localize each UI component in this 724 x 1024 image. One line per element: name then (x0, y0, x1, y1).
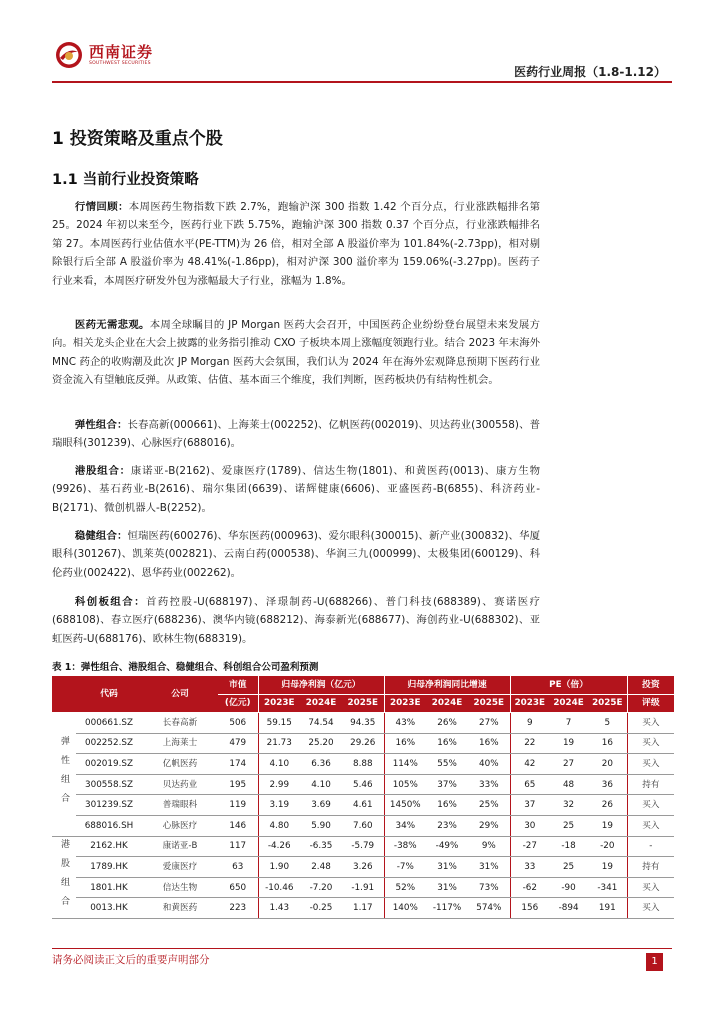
table-title: 表 1：弹性组合、港股组合、稳健组合、科创组合公司盈利预测 (52, 662, 319, 673)
cell-pe25: 191 (588, 898, 627, 919)
outlook-paragraph (52, 316, 540, 390)
cell-p24: 2.48 (300, 857, 342, 878)
cell-g23: 16% (384, 733, 426, 754)
cell-p23: 59.15 (258, 713, 300, 734)
cell-company: 爱康医疗 (142, 857, 218, 878)
cell-g23: -7% (384, 857, 426, 878)
earnings-forecast-table (52, 675, 674, 919)
cell-p25: 7.60 (342, 815, 384, 836)
header-year: 2025E (342, 694, 384, 713)
cell-p24: 6.36 (300, 754, 342, 775)
cell-code: 300558.SZ (76, 774, 142, 795)
cell-pe23: 30 (510, 815, 549, 836)
cell-p24: 5.90 (300, 815, 342, 836)
cell-p25: 4.61 (342, 795, 384, 816)
cell-g24: 16% (426, 733, 468, 754)
cell-g23: 52% (384, 877, 426, 898)
header-net-profit: 归母净利润（亿元） (258, 676, 384, 695)
cell-g23: 114% (384, 754, 426, 775)
header-pe: PE（倍） (510, 676, 627, 695)
cell-g24: -49% (426, 836, 468, 857)
cell-g24: -117% (426, 898, 468, 919)
cell-pe24: 32 (549, 795, 588, 816)
cell-mktcap: 195 (218, 774, 258, 795)
cell-mktcap: 223 (218, 898, 258, 919)
cell-pe25: 26 (588, 795, 627, 816)
cell-p23: 2.99 (258, 774, 300, 795)
cell-pe24: -18 (549, 836, 588, 857)
section-heading: 1 投资策略及重点个股 (52, 129, 223, 149)
cell-p24: -6.35 (300, 836, 342, 857)
cell-rating: 买入 (627, 898, 674, 919)
hk-portfolio-text: 康诺亚-B(2162)、爱康医疗(1789)、信达生物(1801)、和黄医药(0013)、康方生物(9926)、基石药业-B(2616)、瑞尔集团(6639)、诺辉健康(6606)、亚盛医药-B(6855)、科济药业-B(2171)、微创机器人-B(2252)。 (52, 465, 540, 514)
cell-rating: 持有 (627, 857, 674, 878)
header-year: 2024E (300, 694, 342, 713)
table-row (52, 898, 674, 919)
cell-g25: 574% (468, 898, 510, 919)
cell-pe25: 16 (588, 733, 627, 754)
cell-pe25: 36 (588, 774, 627, 795)
cell-company: 长春高新 (142, 713, 218, 734)
cell-rating: 买入 (627, 815, 674, 836)
cell-pe25: 19 (588, 815, 627, 836)
cell-code: 301239.SZ (76, 795, 142, 816)
cell-p25: 3.26 (342, 857, 384, 878)
header-year: 2023E (384, 694, 426, 713)
group-label: 弹性组合 (52, 713, 76, 837)
cell-pe24: 25 (549, 815, 588, 836)
hk-portfolio-label: 港股组合： (74, 465, 131, 477)
company-name-en: SOUTHWEST SECURITIES (89, 60, 151, 66)
cell-pe24: -90 (549, 877, 588, 898)
subsection-heading: 1.1 当前行业投资策略 (52, 172, 199, 188)
company-logo (55, 41, 153, 69)
header-year: 2024E (549, 694, 588, 713)
cell-p23: 3.19 (258, 795, 300, 816)
cell-company: 贝达药业 (142, 774, 218, 795)
cell-rating: 买入 (627, 733, 674, 754)
cell-rating: - (627, 836, 674, 857)
cell-pe23: 9 (510, 713, 549, 734)
cell-p25: 8.88 (342, 754, 384, 775)
market-review-paragraph (52, 198, 540, 290)
cell-p25: 1.17 (342, 898, 384, 919)
cell-p25: -1.91 (342, 877, 384, 898)
cell-code: 2162.HK (76, 836, 142, 857)
table-row (52, 815, 674, 836)
header-group (52, 676, 76, 713)
cell-g24: 55% (426, 754, 468, 775)
cell-g23: 34% (384, 815, 426, 836)
cell-p23: -10.46 (258, 877, 300, 898)
cell-pe24: -894 (549, 898, 588, 919)
cell-g23: -38% (384, 836, 426, 857)
cell-p24: 25.20 (300, 733, 342, 754)
cell-pe24: 25 (549, 857, 588, 878)
cell-g25: 33% (468, 774, 510, 795)
header-company: 公司 (142, 676, 218, 713)
cell-pe25: 20 (588, 754, 627, 775)
cell-pe23: 33 (510, 857, 549, 878)
table-row (52, 857, 674, 878)
table-header-row (52, 676, 674, 695)
cell-g24: 23% (426, 815, 468, 836)
page-number: 1 (646, 953, 663, 971)
table-row (52, 713, 674, 734)
logo-mark-icon (55, 41, 83, 69)
cell-pe25: 19 (588, 857, 627, 878)
cell-g24: 26% (426, 713, 468, 734)
header-year: 2023E (510, 694, 549, 713)
cell-pe24: 48 (549, 774, 588, 795)
market-review-label: 行情回顾： (74, 201, 129, 213)
cell-pe25: -341 (588, 877, 627, 898)
cell-pe23: -27 (510, 836, 549, 857)
cell-p23: 21.73 (258, 733, 300, 754)
cell-company: 信达生物 (142, 877, 218, 898)
cell-p25: 29.26 (342, 733, 384, 754)
header-year: 2024E (426, 694, 468, 713)
cell-code: 1789.HK (76, 857, 142, 878)
cell-mktcap: 146 (218, 815, 258, 836)
cell-p24: -0.25 (300, 898, 342, 919)
cell-p23: 4.10 (258, 754, 300, 775)
cell-mktcap: 174 (218, 754, 258, 775)
header-code: 代码 (76, 676, 142, 713)
cell-pe23: 65 (510, 774, 549, 795)
group-label: 港股组合 (52, 836, 76, 918)
cell-p24: 3.69 (300, 795, 342, 816)
cell-p24: -7.20 (300, 877, 342, 898)
outlook-label: 医药无需悲观。 (74, 319, 150, 331)
cell-p24: 74.54 (300, 713, 342, 734)
disclaimer-text: 请务必阅读正文后的重要声明部分 (52, 954, 210, 966)
stable-portfolio-text: 恒瑞医药(600276)、华东医药(000963)、爱尔眼科(300015)、新产业(300832)、华厦眼科(301267)、凯莱英(002821)、云南白药(000538)、华润三九(000999)、太极集团(600129)、科伦药业(002422)、恩华药业(002262)。 (52, 530, 540, 579)
company-name-cn: 西南证券 (89, 42, 154, 61)
cell-rating: 买入 (627, 795, 674, 816)
cell-g25: 16% (468, 733, 510, 754)
header-divider (52, 81, 672, 83)
cell-p25: 5.46 (342, 774, 384, 795)
cell-pe24: 7 (549, 713, 588, 734)
cell-pe24: 27 (549, 754, 588, 775)
cell-mktcap: 479 (218, 733, 258, 754)
elastic-portfolio-text: 长春高新(000661)、上海莱士(002252)、亿帆医药(002019)、贝达药业(300558)、普瑞眼科(301239)、心脉医疗(688016)。 (52, 419, 540, 450)
cell-company: 心脉医疗 (142, 815, 218, 836)
header-mktcap: 市值 (218, 676, 258, 695)
cell-rating: 持有 (627, 774, 674, 795)
cell-p23: 1.43 (258, 898, 300, 919)
cell-pe23: 156 (510, 898, 549, 919)
cell-code: 002019.SZ (76, 754, 142, 775)
cell-company: 普瑞眼科 (142, 795, 218, 816)
cell-rating: 买入 (627, 877, 674, 898)
header-year: 2025E (588, 694, 627, 713)
cell-code: 002252.SZ (76, 733, 142, 754)
cell-g25: 9% (468, 836, 510, 857)
cell-g24: 31% (426, 877, 468, 898)
cell-g25: 29% (468, 815, 510, 836)
cell-mktcap: 117 (218, 836, 258, 857)
star-portfolio-label: 科创板组合： (74, 596, 146, 608)
cell-g25: 27% (468, 713, 510, 734)
cell-g25: 73% (468, 877, 510, 898)
cell-p23: 1.90 (258, 857, 300, 878)
table-row (52, 733, 674, 754)
cell-company: 亿帆医药 (142, 754, 218, 775)
cell-pe23: 37 (510, 795, 549, 816)
cell-p25: 94.35 (342, 713, 384, 734)
cell-g25: 31% (468, 857, 510, 878)
outlook-text: 本周全球瞩目的 JP Morgan 医药大会召开，中国医药企业纷纷登台展望未来发展方向。相关龙头企业在大会上披露的业务指引推动 CXO 子板块本周上涨幅度领跑行业。结合 2023 年末海外 MNC 药企的收购潮及此次 JP Morgan 医药大会氛围，我们认为 2024 年在海外宏观降息预期下医药行业资金流入有望触底反弹。从政策、估值、基本面三个维度，我们判断，医药板块仍有结构性机会。 (52, 319, 541, 387)
cell-pe24: 19 (549, 733, 588, 754)
elastic-portfolio-paragraph (52, 416, 540, 453)
header-rating-2: 评级 (627, 694, 674, 713)
cell-code: 688016.SH (76, 815, 142, 836)
header-profit-growth: 归母净利润同比增速 (384, 676, 510, 695)
elastic-portfolio-label: 弹性组合： (74, 419, 128, 431)
cell-code: 000661.SZ (76, 713, 142, 734)
cell-mktcap: 506 (218, 713, 258, 734)
cell-g23: 140% (384, 898, 426, 919)
cell-g23: 1450% (384, 795, 426, 816)
cell-company: 和黄医药 (142, 898, 218, 919)
cell-g23: 43% (384, 713, 426, 734)
report-title: 医药行业周报（1.8-1.12） (514, 65, 666, 79)
header-rating: 投资 (627, 676, 674, 695)
cell-pe23: 42 (510, 754, 549, 775)
cell-code: 0013.HK (76, 898, 142, 919)
stable-portfolio-label: 稳健组合： (74, 530, 128, 542)
star-portfolio-paragraph (52, 593, 540, 648)
cell-mktcap: 119 (218, 795, 258, 816)
star-portfolio-text: 首药控股-U(688197)、泽璟制药-U(688266)、普门科技(688389)、赛诺医疗(688108)、春立医疗(688236)、澳华内镜(688212)、海泰新光(688677)、海创药业-U(688302)、亚虹医药-U(688176)、欧林生物(688319)。 (52, 596, 541, 645)
header-year: 2025E (468, 694, 510, 713)
stable-portfolio-paragraph (52, 527, 540, 582)
cell-g24: 37% (426, 774, 468, 795)
cell-g25: 25% (468, 795, 510, 816)
cell-p25: -5.79 (342, 836, 384, 857)
cell-mktcap: 63 (218, 857, 258, 878)
cell-pe23: 22 (510, 733, 549, 754)
cell-rating: 买入 (627, 713, 674, 734)
cell-rating: 买入 (627, 754, 674, 775)
table-row (52, 836, 674, 857)
cell-company: 康诺亚-B (142, 836, 218, 857)
cell-pe25: -20 (588, 836, 627, 857)
table-row (52, 774, 674, 795)
cell-p23: 4.80 (258, 815, 300, 836)
cell-g25: 40% (468, 754, 510, 775)
market-review-text: 本周医药生物指数下跌 2.7%，跑输沪深 300 指数 1.42 个百分点，行业涨跌幅排名第 25。2024 年初以来至今，医药行业下跌 5.75%，跑输沪深 300 指数 0.37 个百分点，行业涨跌幅排名第 27。本周医药行业估值水平(PE-TTM)为 26 倍，相对全部 A 股溢价率为 101.84%(-2.73pp)，相对剔除银行后全部 A 股溢价率为 48.41%(-1.86pp)，相对沪深 300 溢价率为 159.06%(-3.27pp)。医药子行业来看，本周医疗研发外包为涨幅最大子行业，涨幅为 1.8%。 (52, 201, 540, 287)
table-row (52, 795, 674, 816)
table-row (52, 754, 674, 775)
table-row (52, 877, 674, 898)
cell-p24: 4.10 (300, 774, 342, 795)
cell-p23: -4.26 (258, 836, 300, 857)
header-mktcap-unit: (亿元) (218, 694, 258, 713)
cell-g23: 105% (384, 774, 426, 795)
cell-pe23: -62 (510, 877, 549, 898)
cell-company: 上海莱士 (142, 733, 218, 754)
cell-g24: 31% (426, 857, 468, 878)
cell-pe25: 5 (588, 713, 627, 734)
cell-mktcap: 650 (218, 877, 258, 898)
header-year: 2023E (258, 694, 300, 713)
hk-portfolio-paragraph (52, 462, 540, 517)
cell-g24: 16% (426, 795, 468, 816)
footer-divider (52, 948, 672, 949)
cell-code: 1801.HK (76, 877, 142, 898)
